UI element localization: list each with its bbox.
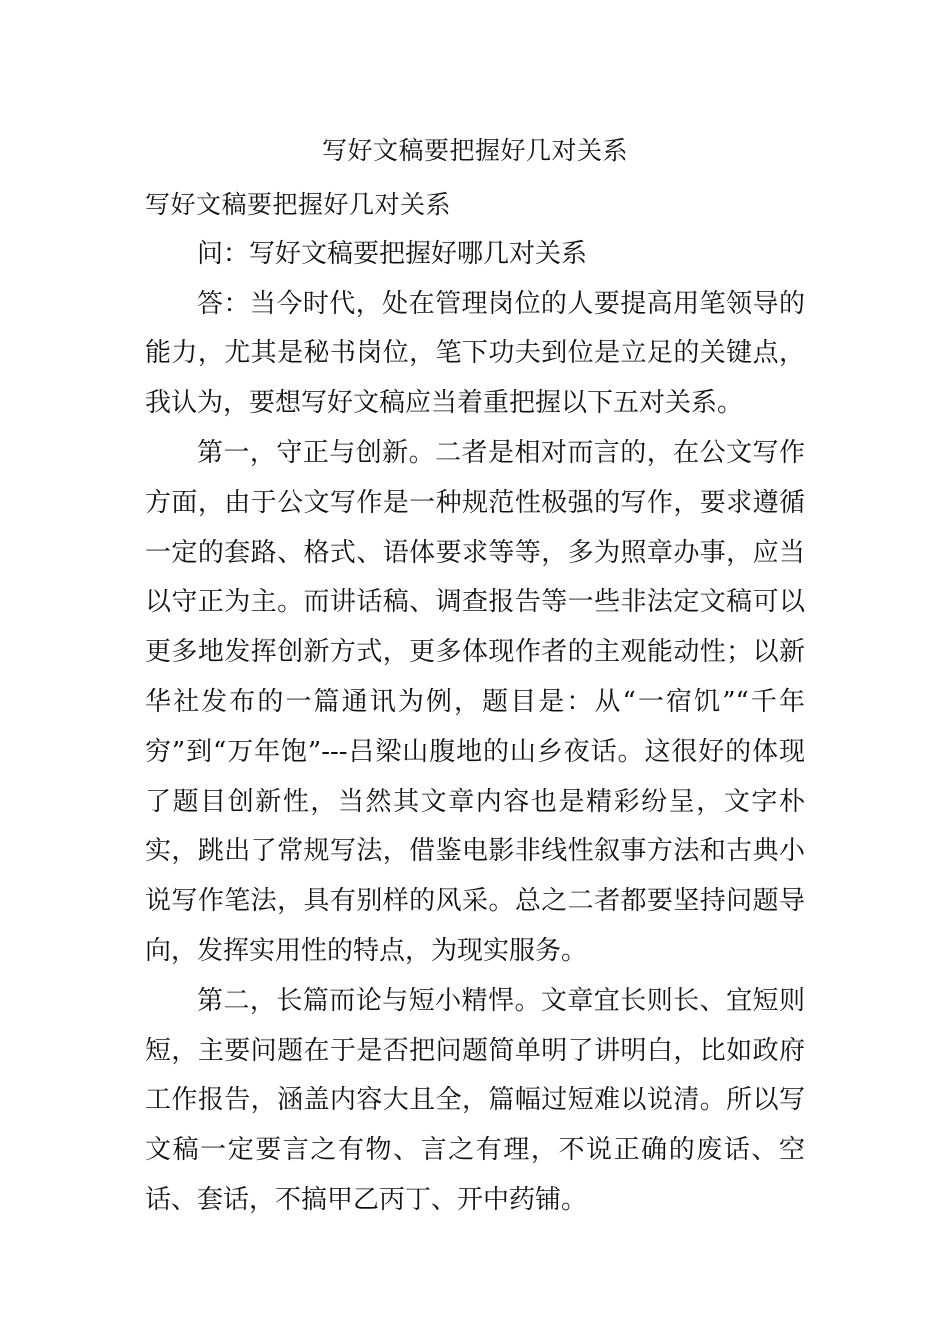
point-two-paragraph: 第二，长篇而论与短小精悍。文章宜长则长、宜短则短，主要问题在于是否把问题简单明了讲明白，比如政府工作报告，涵盖内容大且全，篇幅过短难以说清。所以写文稿一定要言之有物、言之有理，不说正确的废话、空话、套话，不搞甲乙丙丁、开中药铺。	[145, 985, 805, 1215]
point-one-paragraph: 第一，守正与创新。二者是相对而言的，在公文写作方面，由于公文写作是一种规范性极强的写作，要求遵循一定的套路、格式、语体要求等等，多为照章办事，应当以守正为主。而讲话稿、调查报告等一些非法定文稿可以更多地发挥创新方式，更多体现作者的主观能动性；以新华社发布的一篇通讯为例，题目是：从“一宿饥”“千年穷”到“万年饱”---吕梁山腹地的山乡夜话。这很好的体现了题目创新性，当然其文章内容也是精彩纷呈，文字朴实，跳出了常规写法，借鉴电影非线性叙事方法和古典小说写作笔法，具有别样的风采。总之二者都要坚持问题导向，发挥实用性的特点，为现实服务。	[145, 437, 805, 966]
question-paragraph: 问：写好文稿要把握好哪几对关系	[197, 238, 588, 269]
document-subtitle: 写好文稿要把握好几对关系	[145, 190, 452, 219]
document-title: 写好文稿要把握好几对关系	[321, 136, 628, 165]
answer-paragraph: 答：当今时代，处在管理岗位的人要提高用笔领导的能力，尤其是秘书岗位，笔下功夫到位是立足的关键点，我认为，要想写好文稿应当着重把握以下五对关系。	[145, 288, 805, 419]
document-body	[145, 180, 805, 1226]
